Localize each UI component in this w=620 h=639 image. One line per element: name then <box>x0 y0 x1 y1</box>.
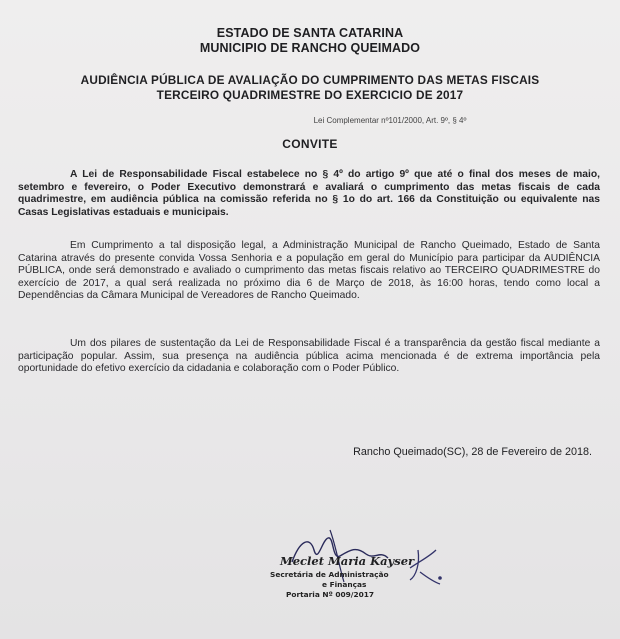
paragraph-1: A Lei de Responsabilidade Fiscal estabelece no § 4º do artigo 9º que até o final dos meses de maio, setembro e fevereiro, o Poder Executivo demonstrará e avaliará o cumprimento das metas fiscais de cada quadrimestre, em audiência pública na comissão referida no § 1o do art. 166 da Constituição ou equivalente nas Casas Legislativas estaduais e municipais. <box>18 169 600 218</box>
date-line: Rancho Queimado(SC), 28 de Fevereiro de 2018. <box>353 446 592 458</box>
signatory-name: Meclet Maria Kayser <box>280 554 415 568</box>
state-header: ESTADO DE SANTA CATARINA <box>216 26 404 40</box>
signatory-role-line2: e Finanças <box>322 580 367 589</box>
law-reference: Lei Complementar nº101/2000, Art. 9º, § 4º <box>313 116 467 125</box>
ordinance-number: Portaria Nº 009/2017 <box>286 590 375 599</box>
signature-block <box>270 520 470 615</box>
document-subtitle: TERCEIRO QUADRIMESTRE DO EXERCICIO DE 2017 <box>156 88 464 102</box>
document-title: AUDIÊNCIA PÚBLICA DE AVALIAÇÃO DO CUMPRIMENTO DAS METAS FISCAIS <box>80 73 540 87</box>
convite-heading: CONVITE <box>282 137 338 151</box>
municipality-header: MUNICIPIO DE RANCHO QUEIMADO <box>199 41 421 55</box>
paragraph-2: Em Cumprimento a tal disposição legal, a Administração Municipal de Rancho Queimado, Estado de Santa Catarina através do presente convida Vossa Senhoria e a população em geral do Município para participar da AUDIÊNCIA PÚBLICA, onde será demonstrado e avaliado o cumprimento das metas fiscais relativo ao TERCEIRO QUADRIMESTRE do exercício de 2017, a qual será realizada no próximo dia 6 de Março de 2018, às 16:00 horas, tendo como local a Dependências da Câmara Municipal de Vereadores de Rancho Queimado. <box>18 240 600 301</box>
paragraph-3: Um dos pilares de sustentação da Lei de Responsabilidade Fiscal é a transparência da gestão fiscal mediante a participação popular. Assim, sua presença na audiência pública acima mencionada é de extrema importância pela oportunidade do efetivo exercício da cidadania e colaboração com o Poder Público. <box>18 338 600 374</box>
signatory-role-line1: Secretária de Administração <box>270 570 389 579</box>
